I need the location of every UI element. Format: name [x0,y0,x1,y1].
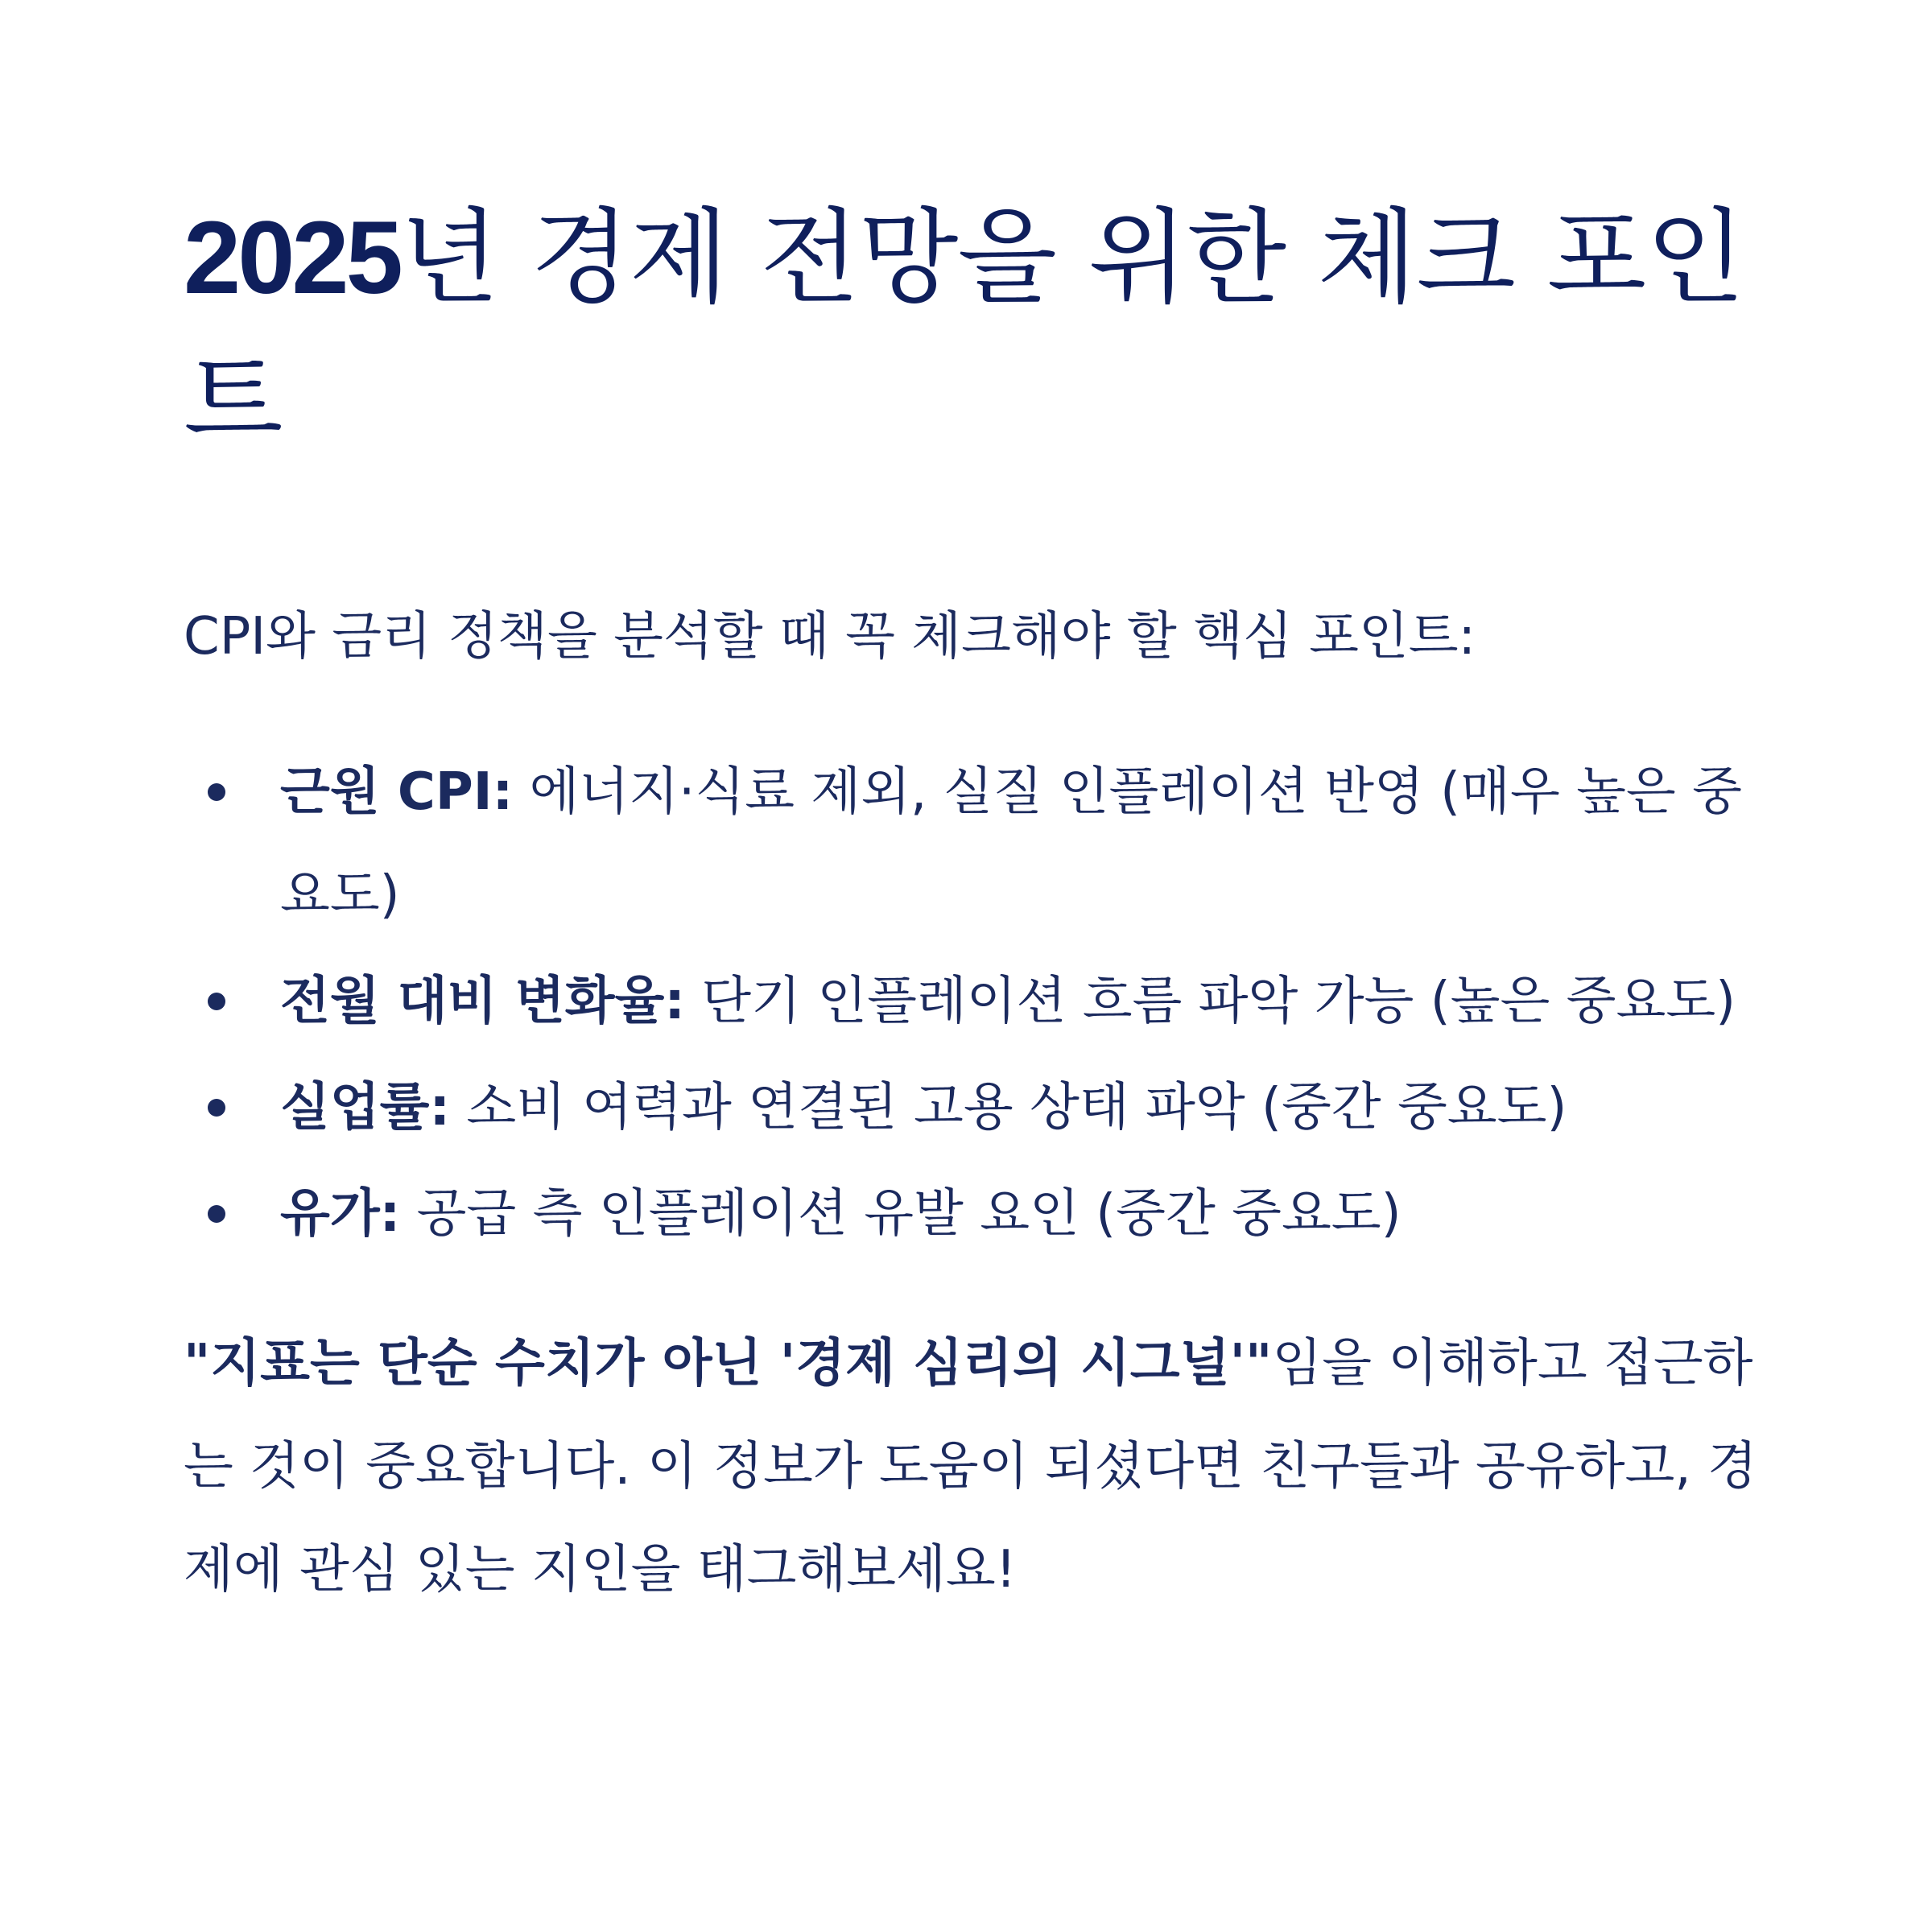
page-title [184,187,1761,473]
closing-text: 임을 이해하고 접근하는 것이 중요합니다. 이 정보가 도움이 되셨다면 친구들과 공유하고, 경제에 관심 있는 지인을 태그해보세요! [184,1334,1757,1600]
point-description: 소비 여력과 연결된 고용 상태 파악 (중간 중요도) [450,1078,1567,1137]
point-description: 단기 인플레이션 흐름 파악 가능 (높은 중요도) [684,972,1736,1031]
title-text: 년 경제 전망을 위한 체크 포인트 [184,198,1744,461]
bullet-icon [208,993,225,1010]
point-term: 유가: [280,1184,401,1244]
content [184,187,1761,1621]
list-item [184,741,1761,947]
point-description: 에너지·식료 제외, 실질 인플레이션 반영 (매우 높은 중요도) [280,762,1742,925]
key-points-list [184,741,1761,1265]
bullet-icon [208,783,225,801]
closing-paragraph [184,1312,1761,1621]
list-item [184,1162,1761,1265]
bullet-icon [208,1205,225,1223]
title-year: 2025 [184,200,400,316]
point-term: 실업률: [280,1078,451,1137]
point-description: 공급 측 인플레이션 유발 요인 (중간 중요도) [400,1184,1402,1244]
bullet-icon [208,1099,225,1117]
closing-quote: "지표는 단순 수치가 아닌 '경제 심리의 시그널'" [184,1334,1273,1393]
point-term: 전월 대비 변화율: [280,972,685,1031]
intro-text: CPI와 금리 정책을 분석할 때 꼭 체크해야 할 핵심 포인트: [184,607,1476,667]
point-term: 근원 CPI: [280,762,514,822]
list-item [184,1056,1761,1159]
list-item [184,950,1761,1053]
